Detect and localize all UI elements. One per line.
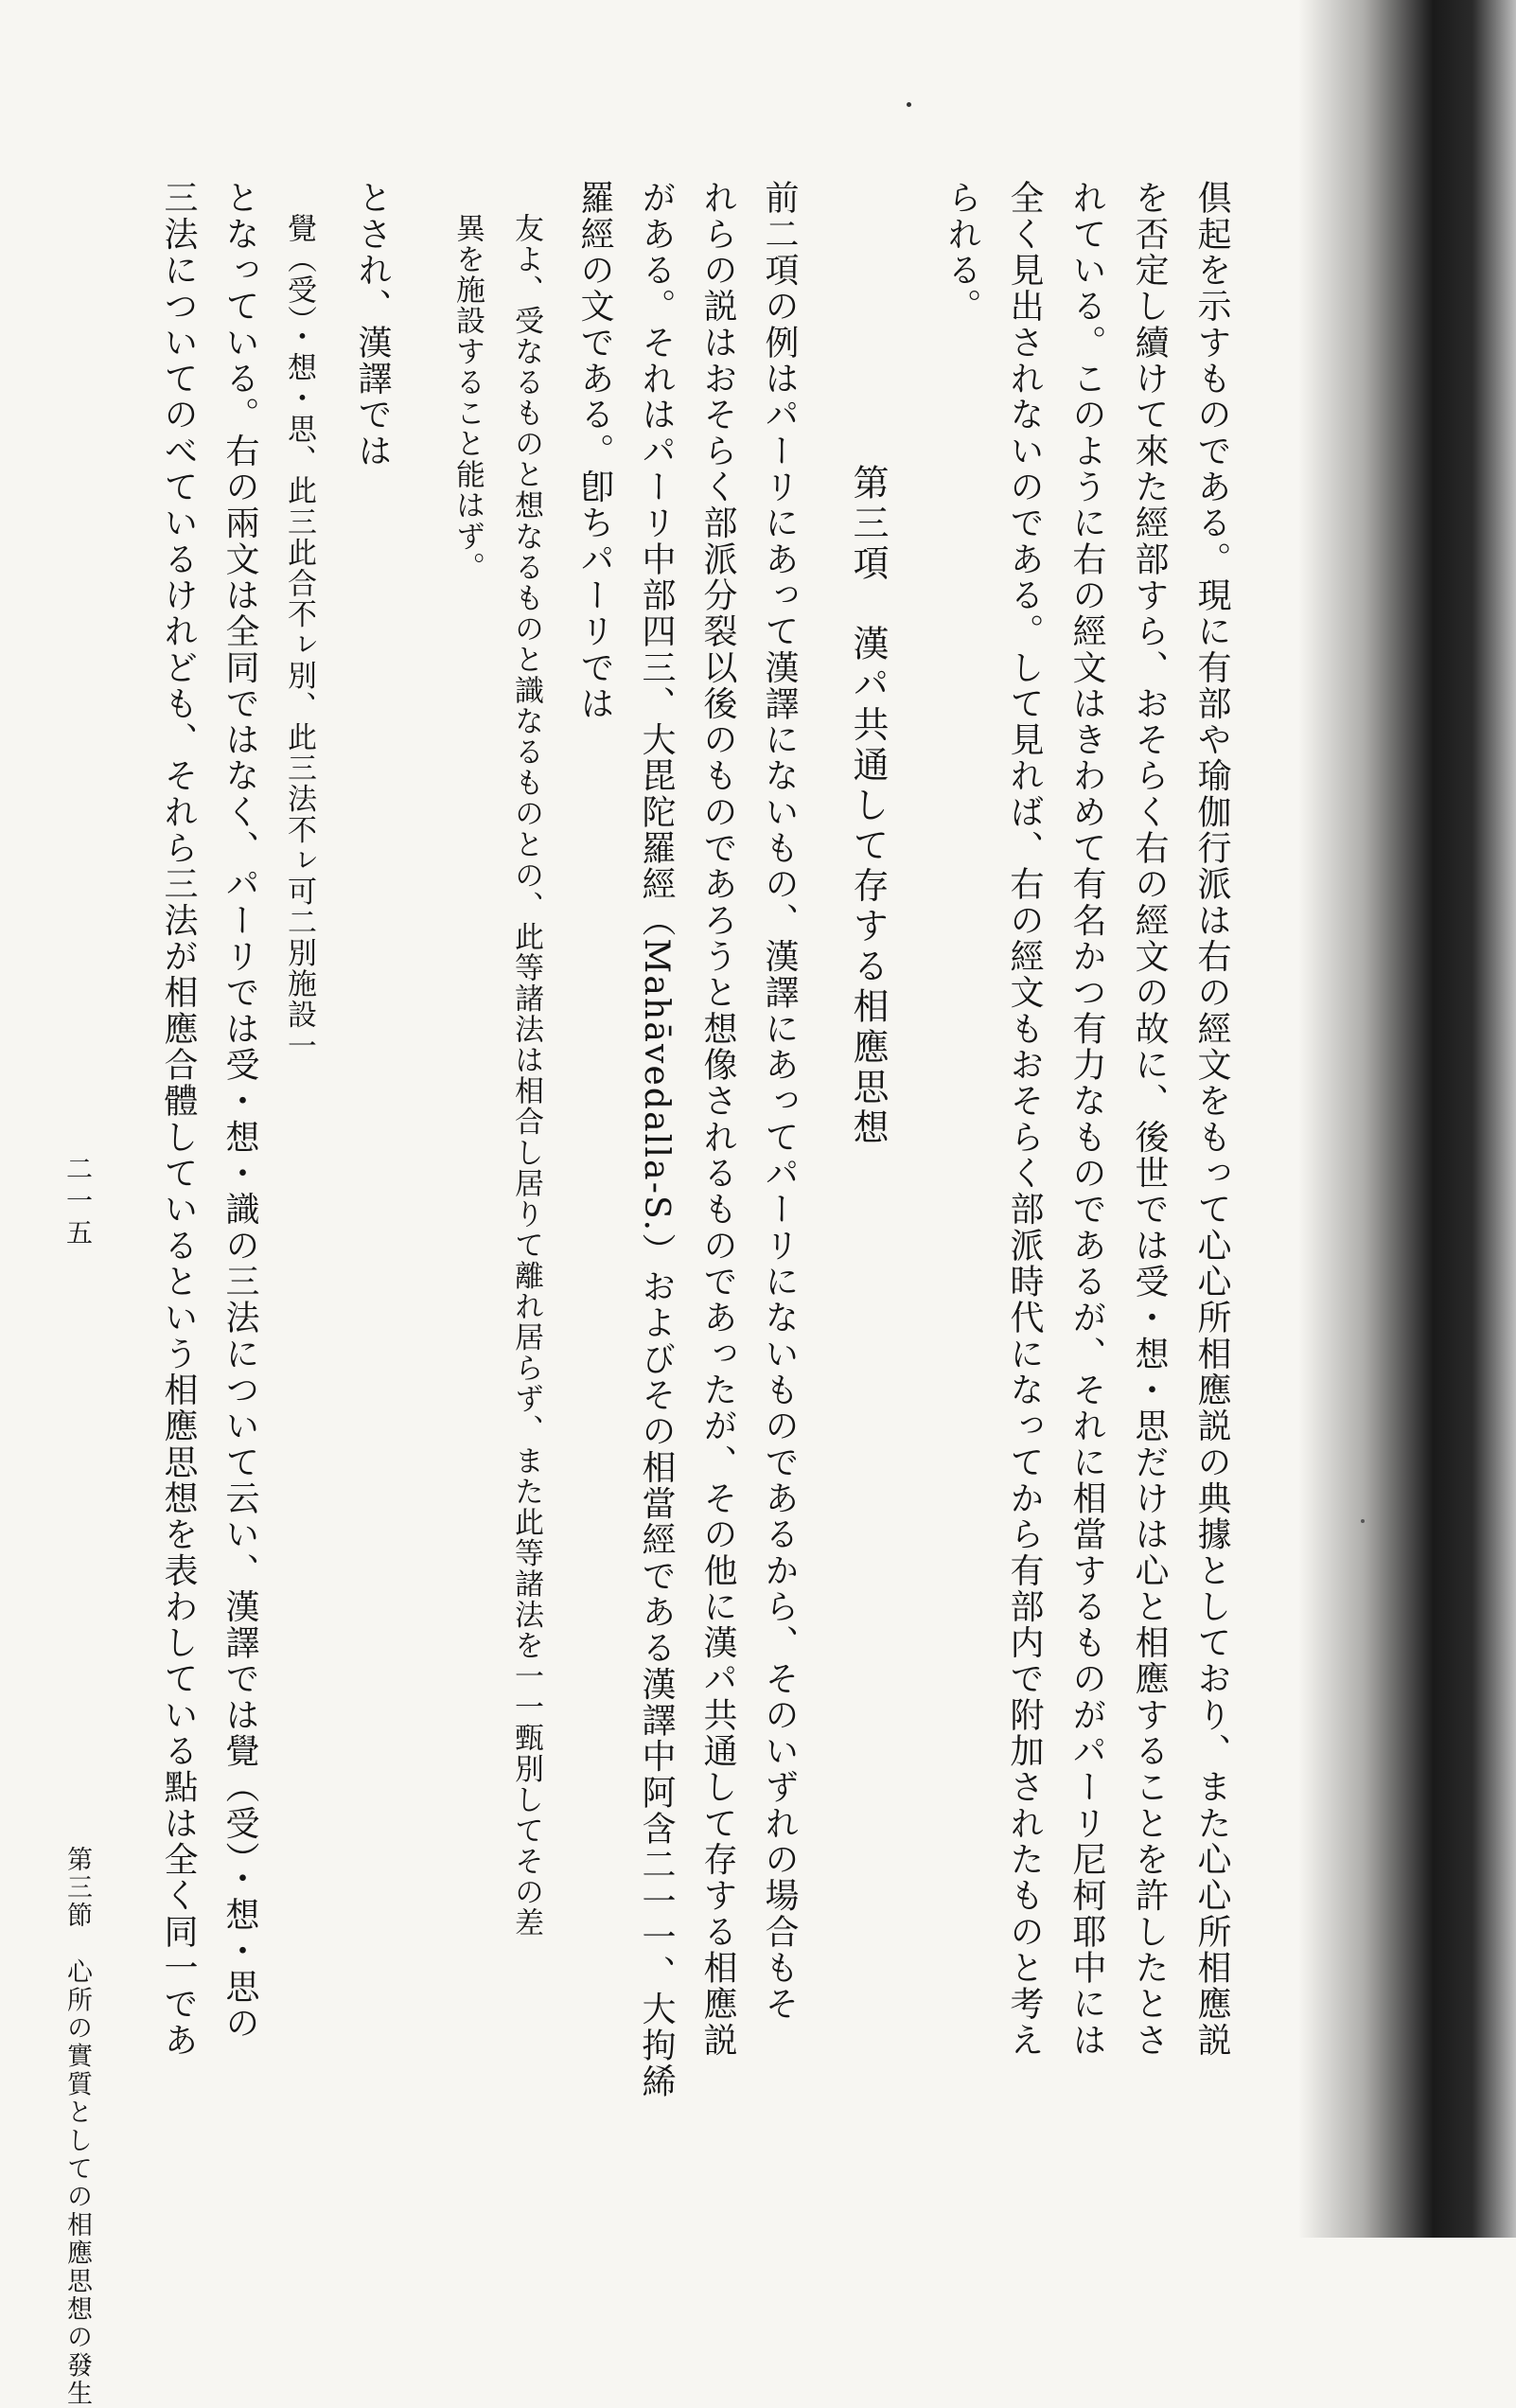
text-line-3: れている。このように右の經文はきわめて有名かつ有力なものであるが、それに相當するものがパーリ尼柯耶中には	[1067, 180, 1106, 2059]
text-line-11: となっている。右の兩文は全同ではなく、パーリでは受・想・識の三法について云い、漢譯では覺（受）・想・思の	[220, 180, 259, 2042]
text-line-12: 三法についてのべているけれども、それら三法が相應合體しているという相應思想を表わしている點は全く同一であ	[159, 180, 198, 2059]
text-line-6: 前二項の例はパーリにあって漢譯にないもの、漢譯にあってパーリにないものであるから、そのいずれの場合もそ	[760, 180, 799, 2023]
text-line-10: とされ、漢譯では	[353, 180, 392, 469]
text-line-4: 全く見出されないのである。して見れば、右の經文もおそらく部派時代になってから有部内で附加されたものと考え	[1005, 180, 1044, 2059]
page-number: 二一五	[62, 1155, 94, 1250]
quote-pali-line-1: 友よ、受なるものと想なるものと識なるものとの、此等諸法は相合し居りて離れ居らず、また此等諸法を一一甄別してその差	[509, 213, 543, 1939]
text-line-1: 倶起を示すものである。現に有部や瑜伽行派は右の經文をもって心心所相應説の典據としており、また心心所相應説	[1192, 180, 1231, 2059]
quote-chinese: 覺（受）・想・思、此三此合不ㇾ別、此三法不ㇾ可㆓別施設㆒	[282, 213, 316, 1061]
scan-edge-shadow	[1298, 0, 1516, 2238]
section-heading: 第三項 漢パ共通して存する相應思想	[847, 464, 889, 1149]
ink-speck	[1361, 1519, 1365, 1523]
ink-speck	[907, 102, 911, 107]
text-line-9: 羅經の文である。卽ちパーリでは	[575, 180, 614, 722]
text-line-2: を否定し續けて來た經部すら、おそらく右の經文の故に、後世では受・想・思だけは心と相應することを許したとさ	[1130, 180, 1169, 2059]
text-line-5: られる。	[943, 180, 981, 325]
running-head: 第三節 心所の實質としての相應思想の發生	[62, 1846, 92, 2408]
text-line-8: がある。それはパーリ中部四三、大毘陀羅經（Mahāvedalla-S.）およびその相當經である漢譯中阿含二一一、大拘絺	[637, 180, 676, 2100]
text-line-7: れらの説はおそらく部派分裂以後のものであろうと想像されるものであったが、その他に漢パ共通して存する相應説	[698, 180, 737, 2059]
quote-pali-line-2: 異を施設すること能はず。	[450, 213, 485, 583]
